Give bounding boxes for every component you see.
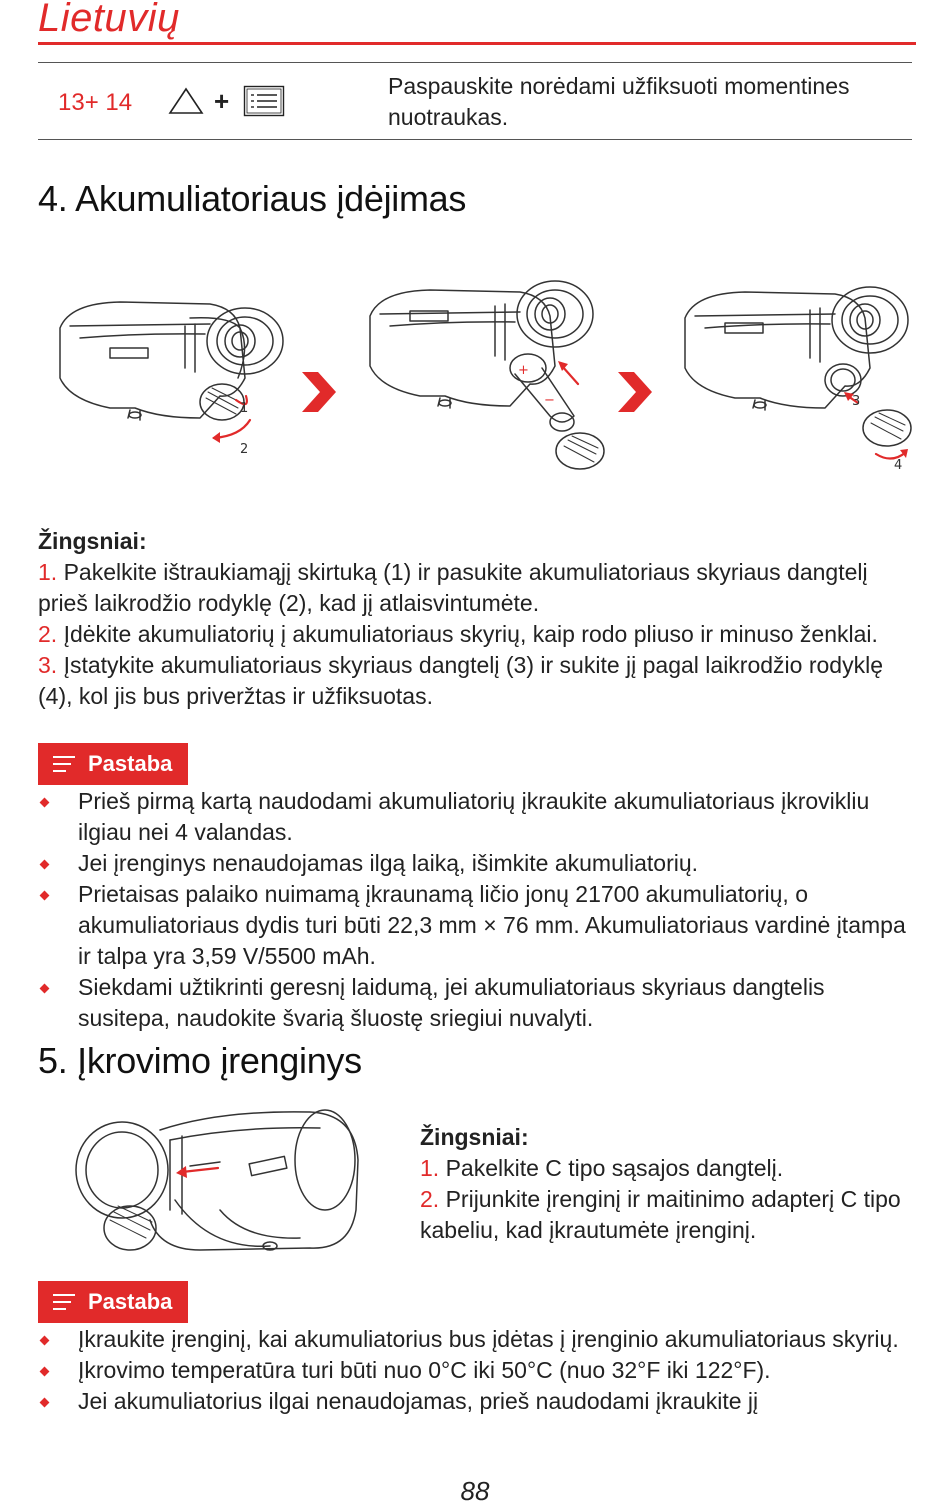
- step-item: 3. Įstatykite akumuliatoriaus skyriaus dangtelį (3) ir sukite jį pagal laikrodžio rodyklę (4), kol jis bus priveržtas ir užfiksuotas.: [38, 652, 883, 709]
- key-numbers: 13+ 14: [58, 89, 133, 116]
- note-item: Prietaisas palaiko nuimamą įkraunamą ličio jonų 21700 akumuliatorių, o akumuliatoriaus dydis turi būti 22,3 mm × 76 mm. Akumuliatoriaus vardinė įtampa ir talpa yra 3,59 V/5500 mAh.: [38, 879, 918, 972]
- note-item: Siekdami užtikrinti geresnį laidumą, jei akumuliatoriaus skyriaus dangtelis susitepa, naudokite švarią šluostę sriegiui nuvalyti.: [38, 972, 918, 1034]
- triangle-icon: [168, 86, 204, 116]
- note-item: Prieš pirmą kartą naudodami akumuliatorių įkraukite akumuliatoriaus įkrovikliu ilgiau nei 4 valandas.: [38, 786, 918, 848]
- page-number: 88: [460, 1476, 490, 1506]
- battery-install-illustration: [40, 268, 920, 490]
- step-item: 2. Prijunkite įrenginį ir maitinimo adapterį C tipo kabeliu, kad įkrautumėte įrenginį.: [420, 1186, 901, 1243]
- section-4-title: 4. Akumuliatoriaus įdėjimas: [38, 178, 467, 219]
- key-description: Paspauskite norėdami užfiksuoti momentines nuotraukas.: [388, 73, 850, 130]
- key-table-row: [38, 62, 912, 140]
- language-title: Lietuvių: [38, 0, 180, 40]
- charging-illustration: [70, 1100, 370, 1260]
- note-lines-icon: [52, 1293, 76, 1311]
- note-item: Įkrovimo temperatūra turi būti nuo 0°C iki 50°C (nuo 32°F iki 122°F).: [38, 1355, 918, 1386]
- note-item: Jei akumuliatorius ilgai nenaudojamas, prieš naudodami įkraukite jį: [38, 1386, 918, 1417]
- section-5-notes: [38, 1324, 918, 1417]
- figure-label-2: 2: [240, 442, 249, 457]
- device-illustration-3: [685, 287, 911, 446]
- device-illustration-1: [60, 302, 283, 420]
- menu-icon: [243, 85, 285, 117]
- note-item: Įkraukite įrenginį, kai akumuliatorius bus įdėtas į įrenginio akumuliatoriaus skyrių.: [38, 1324, 918, 1355]
- note-label: Pastaba: [88, 1289, 173, 1314]
- plus-sign: +: [214, 85, 230, 116]
- header-rule: [38, 42, 916, 45]
- next-step-chevron-1: [302, 372, 336, 412]
- next-step-chevron-2: [618, 372, 652, 412]
- figure-label-1: 1: [240, 401, 249, 416]
- figure-label-4: 4: [894, 458, 903, 473]
- steps-label: Žingsniai:: [38, 528, 147, 554]
- section-5-title: 5. Įkrovimo įrenginys: [38, 1040, 362, 1081]
- section-4-notes: [38, 786, 918, 1034]
- section-5-steps: [420, 1122, 920, 1246]
- figure-label-3: 3: [852, 394, 861, 409]
- step-item: 1. Pakelkite ištraukiamąjį skirtuką (1) ir pasukite akumuliatoriaus skyriaus dangtelį prieš laikrodžio rodyklę (2), kad jį atlaisvintumėte.: [38, 559, 868, 616]
- battery-minus-sign: −: [544, 393, 555, 408]
- steps-label: Žingsniai:: [420, 1124, 529, 1150]
- note-lines-icon: [52, 755, 76, 773]
- key-icons: [168, 85, 285, 117]
- insert-arrow: [562, 366, 578, 384]
- note-label: Pastaba: [88, 751, 173, 776]
- section-4-steps: [38, 526, 918, 712]
- battery-plus-sign: +: [518, 363, 529, 378]
- step-item: 1. Pakelkite C tipo sąsajos dangtelį.: [420, 1155, 784, 1181]
- note-badge: [38, 743, 188, 785]
- step-item: 2. Įdėkite akumuliatorių į akumuliatoriaus skyrių, kaip rodo pliuso ir minuso ženklai.: [38, 621, 878, 647]
- note-item: Jei įrenginys nenaudojamas ilgą laiką, išimkite akumuliatorių.: [38, 848, 918, 879]
- note-badge: [38, 1281, 188, 1323]
